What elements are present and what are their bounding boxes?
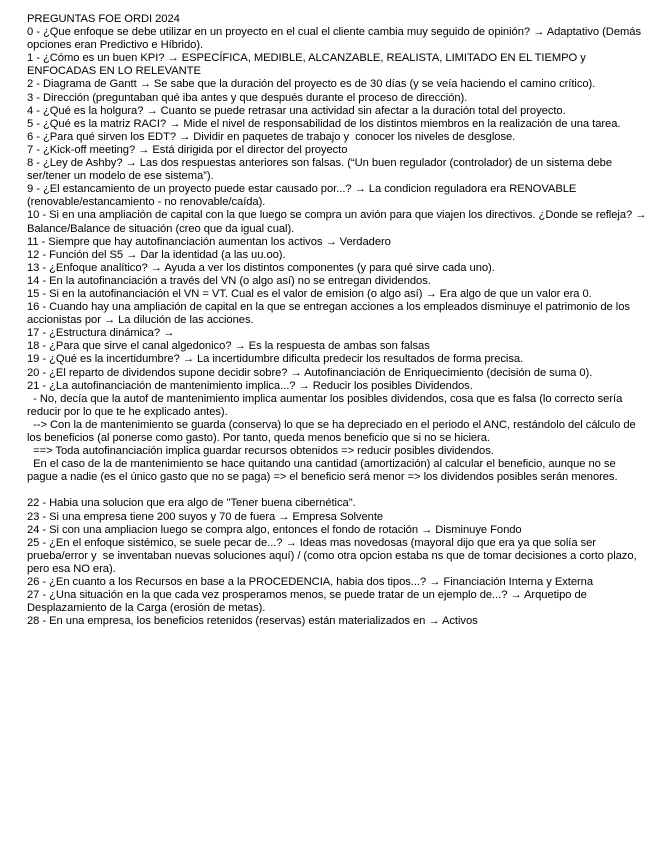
question-line: 25 - ¿En el enfoque sistémico, se suele pecar de...? → Ideas mas novedosas (mayoral dijo que era ya que solía ser prueba/error y se inventaban nuevas soluciones aquí) / (como otra opcion estaba ns que de tomar decisiones a corto plazo, pero esa NO era). — [27, 536, 640, 575]
question-line: 27 - ¿Una situación en la que cada vez prosperamos menos, se puede tratar de un ejemplo de...? → Arquetipo de Desplazamiento de la Carga (erosión de metas). — [27, 589, 590, 615]
question-line: 21 - ¿La autofinanciación de mantenimiento implica...? → Reducir los posibles Dividendos. — [27, 379, 473, 392]
question-line: 9 - ¿El estancamiento de un proyecto puede estar causado por...? → La condicion reguladora era RENOVABLE (renovable/estancamiento - no renovable/caída). — [27, 183, 580, 209]
note-line: En el caso de la de mantenimiento se hace quitando una cantidad (amortización) al calcular el beneficio, aunque no se pague a nadie (es el único gasto que no se paga) => el beneficio será menor => los dividendos posibles serán menores. — [27, 458, 619, 484]
question-line: 15 - Si en la autofinanciación el VN = VT. Cual es el valor de emision (o algo así) → Era algo de que un valor era 0. — [27, 287, 592, 300]
question-line: 12 - Función del S5 → Dar la identidad (a las uu.oo). — [27, 248, 286, 261]
question-line: 14 - En la autofinanciación a través del VN (o algo así) no se entregan dividendos. — [27, 274, 431, 287]
question-line: 2 - Diagrama de Gantt → Se sabe que la duración del proyecto es de 30 días (y se veía haciendo el camino crítico). — [27, 78, 596, 91]
note-line: --> Con la de mantenimiento se guarda (conserva) lo que se ha depreciado en el periodo el ANC, restándolo del cálculo de los beneficios (al ponerse como gasto). Por tanto, queda menos beneficio que si no se hiciera. — [27, 418, 639, 444]
question-line: 20 - ¿El reparto de dividendos supone decidir sobre? → Autofinanciación de Enriquecimiento (decisión de suma 0). — [27, 366, 593, 379]
question-line: 1 - ¿Cómo es un buen KPI? → ESPECÍFICA, MEDIBLE, ALCANZABLE, REALISTA, LIMITADO EN EL TIEMPO y ENFOCADAS EN LO RELEVANTE — [27, 52, 589, 78]
question-line: 28 - En una empresa, los beneficios retenidos (reservas) están materializados en → Activos — [27, 615, 478, 628]
question-line: 11 - Siempre que hay autofinanciación aumentan los activos → Verdadero — [27, 235, 391, 248]
question-line: 10 - Si en una ampliación de capital con la que luego se compra un avión para que viajen los directivos. ¿Donde se refleja? → Balance/Balance de situación (creo que da igual cual). — [27, 209, 650, 235]
question-line: 22 - Habia una solucion que era algo de "Tener buena cibernética". — [27, 497, 356, 510]
document-body — [27, 13, 649, 628]
question-line: 23 - Si una empresa tiene 200 suyos y 70 de fuera → Empresa Solvente — [27, 510, 384, 523]
question-line: 13 - ¿Enfoque analítico? → Ayuda a ver los distintos componentes (y para qué sirve cada uno). — [27, 261, 495, 274]
question-line: 3 - Dirección (preguntaban qué iba antes y que después durante el proceso de dirección). — [27, 91, 468, 104]
note-line: ==> Toda autofinanciación implica guardar recursos obtenidos => reducir posibles dividendos. — [27, 445, 494, 458]
question-line: 26 - ¿En cuanto a los Recursos en base a la PROCEDENCIA, habia dos tipos...? → Financiación Interna y Externa — [27, 576, 594, 589]
question-line: 17 - ¿Estructura dinámica? → — [27, 327, 175, 340]
question-line: 18 - ¿Para que sirve el canal algedonico? → Es la respuesta de ambas son falsas — [27, 340, 430, 353]
question-line: 8 - ¿Ley de Ashby? → Las dos respuestas anteriores son falsas. (“Un buen regulador (controlador) de un sistema debe ser/tener un modelo de ese sistema”). — [27, 157, 616, 183]
document-title: PREGUNTAS FOE ORDI 2024 — [27, 13, 180, 25]
blank-line — [27, 484, 649, 497]
question-line: 4 - ¿Qué es la holgura? → Cuanto se puede retrasar una actividad sin afectar a la duración total del proyecto. — [27, 104, 566, 117]
question-line: 16 - Cuando hay una ampliación de capital en la que se entregan acciones a los empleados disminuye el patrimonio de los accionistas por → La dilución de las acciones. — [27, 301, 633, 327]
note-line: - No, decía que la autof de mantenimiento implica aumentar los posibles dividendos, cosa que es falsa (lo correcto sería reducir por lo que te he explicado antes). — [27, 392, 626, 418]
question-line: 7 - ¿Kick-off meeting? → Está dirigida por el director del proyecto — [27, 143, 348, 156]
question-line: 5 - ¿Qué es la matriz RACI? → Mide el nivel de responsabilidad de los distintos miembros en la realización de una tarea. — [27, 117, 621, 130]
question-line: 24 - Si con una ampliacion luego se compra algo, entonces el fondo de rotación → Disminuye Fondo — [27, 523, 522, 536]
question-line: 0 - ¿Que enfoque se debe utilizar en un proyecto en el cual el cliente cambia muy seguido de opinión? → Adaptativo (Demás opciones eran Predictivo e Híbrido). — [27, 26, 645, 52]
question-line: 19 - ¿Qué es la incertidumbre? → La incertidumbre dificulta predecir los resultados de forma precisa. — [27, 353, 524, 366]
question-line: 6 - ¿Para qué sirven los EDT? → Dividir en paquetes de trabajo y conocer los niveles de desglose. — [27, 130, 516, 143]
